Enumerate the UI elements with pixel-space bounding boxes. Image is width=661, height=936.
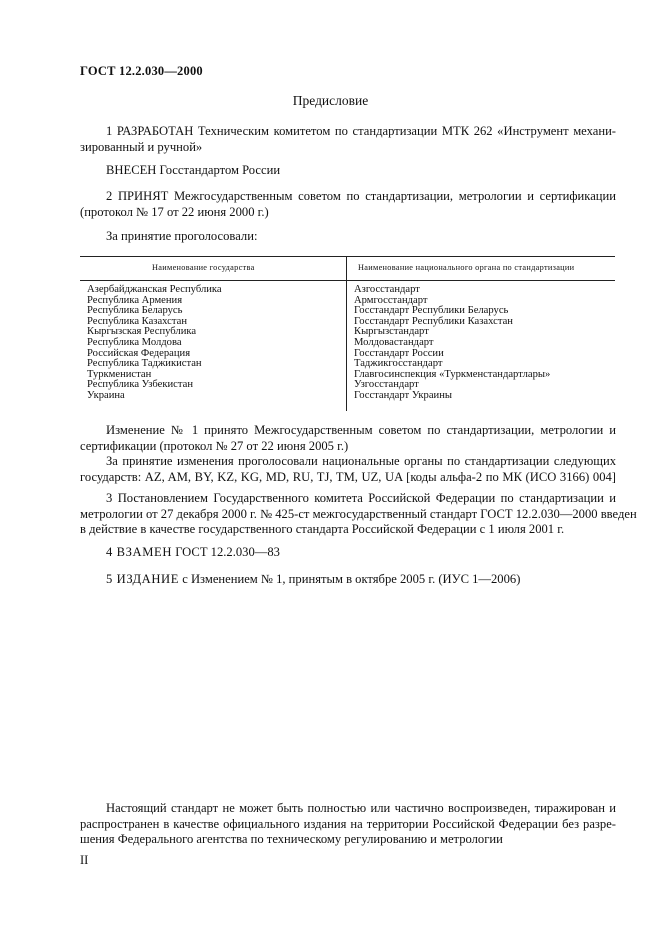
table-cell-state: Республика Беларусь [87,305,183,317]
table-header-body: Наименование национального органа по стандартизации [358,263,575,272]
amendment-line-3: За принятие изменения проголосовали национальные органы по стандартизации следующих [106,454,616,469]
section-3-line-3: в действие в качестве государственного стандарта Российской Федерации с 1 июля 2001 г. [80,522,565,537]
notice-line-2: распространен в качестве официального издания на территории Российской Федерации без разре- [80,816,616,831]
section-2 [80,189,616,220]
table-column-divider [346,256,347,411]
section-5 [106,572,520,588]
table-cell-body: Главгосинспекция «Туркменстандартлары» [354,368,551,380]
amendment-line-4: государств: AZ, AM, BY, KZ, KG, MD, RU, TJ, TM, UZ, UA [коды альфа-2 по МК (ИСО 3166) 004] [80,469,616,484]
table-cell-body: Армгосстандарт [354,294,428,306]
section-2-line-2: (протокол № 17 от 22 июня 2000 г.) [80,204,269,219]
amendment-line-2: сертификации (протокол № 27 от 22 июня 2005 г.) [80,438,349,453]
page-title: Предисловие [292,93,369,108]
section-4 [106,545,280,561]
amendment-line-1: Изменение № 1 принято Межгосударственным советом по стандартизации, метрологии и [106,423,616,437]
table-cell-body: Кыргызстандарт [354,326,429,338]
section-5-text: с Изменением № 1, принятым в октябре 2005 г. (ИУС 1—2006) [182,572,521,586]
table-top-rule [80,256,615,257]
copyright-notice [80,801,616,848]
section-1-line-1: 1 РАЗРАБОТАН Техническим комитетом по стандартизации МТК 262 «Инструмент механи- [106,124,616,138]
voted-label: За принятие проголосовали: [106,229,258,243]
table-cell-body: Госстандарт Украины [354,389,452,401]
body-column [354,285,550,402]
notice-line-1: Настоящий стандарт не может быть полностью или частично воспроизведен, тиражирован и [106,801,616,815]
table-cell-state: Российская Федерация [87,347,191,359]
table-cell-body: Узгосстандарт [354,379,419,391]
table-cell-state: Кыргызская Республика [87,326,197,338]
table-cell-state: Республика Казахстан [87,315,188,327]
table-header-state: Наименование государства [152,263,255,272]
document-header: ГОСТ 12.2.030—2000 [80,64,203,78]
table-cell-state: Туркменистан [87,368,152,380]
table-cell-body: Таджикгосстандарт [354,358,443,370]
section-4-text: ГОСТ 12.2.030—83 [175,545,280,559]
page-number: II [80,853,89,867]
table-cell-state: Украина [87,389,125,401]
section-4-label: 4 ВЗАМЕН [106,545,173,559]
table-cell-body: Госстандарт России [354,347,444,359]
section-1 [80,124,616,155]
table-header-rule [80,280,615,281]
notice-line-3: шения Федерального агентства по техническому регулированию и метрологии [80,832,503,847]
introduced-by: ВНЕСЕН Госстандартом России [106,163,281,177]
section-3 [80,491,637,538]
section-5-label: 5 ИЗДАНИЕ [106,572,180,586]
amendment-paragraph [80,423,616,485]
table-cell-state: Республика Узбекистан [87,379,194,391]
table-cell-state: Республика Армения [87,294,183,306]
table-cell-state: Республика Таджикистан [87,358,202,370]
table-cell-body: Госстандарт Республики Беларусь [354,305,509,317]
table-cell-state: Республика Молдова [87,336,182,348]
table-cell-body: Молдовастандарт [354,336,434,348]
section-3-line-1: 3 Постановлением Государственного комитета Российской Федерации по стандартизации и [106,491,616,505]
section-1-line-2: зированный и ручной» [80,139,203,154]
table-cell-state: Азербайджанская Республика [87,284,222,295]
section-3-line-2: метрологии от 27 декабря 2000 г. № 425-ст межгосударственный стандарт ГОСТ 12.2.030—2000 введен [80,506,637,521]
table-cell-body: Госстандарт Республики Казахстан [354,315,513,327]
table-cell-body: Азгосстандарт [354,284,420,295]
state-column [87,285,222,402]
section-2-line-1: 2 ПРИНЯТ Межгосударственным советом по стандартизации, метрологии и сертификации [106,189,616,203]
